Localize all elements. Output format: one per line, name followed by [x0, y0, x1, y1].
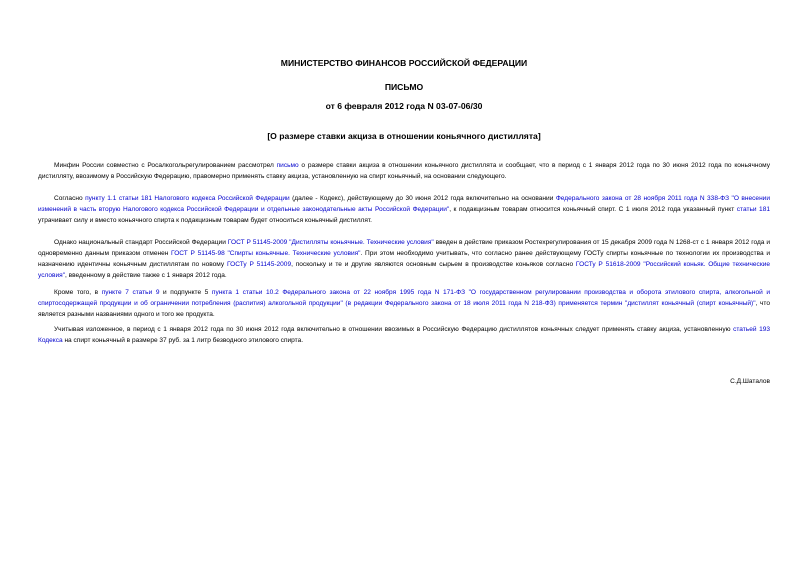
paragraph-3: [38, 237, 770, 281]
paragraph-text: . При этом необходимо учитывать, что согласно ранее действующему ГОСТу спирты коньячные по технологии их производства и назначению идентичны коньячным дистиллятам по новому: [38, 250, 770, 268]
paragraph-1: [38, 160, 770, 182]
ministry-heading: МИНИСТЕРСТВО ФИНАНСОВ РОССИЙСКОЙ ФЕДЕРАЦИИ: [280, 58, 528, 68]
gost-51145-2009-link[interactable]: ГОСТ Р 51145-2009 "Дистилляты коньячные. Технические условия": [227, 239, 434, 246]
paragraph-text: , к подакцизным товарам относится коньячный спирт. С 1 июля 2012 года указанный пункт: [449, 206, 737, 213]
gost-51618-2009-link[interactable]: ГОСТу Р 51618-2009 "Российский коньяк. Общие технические условия": [38, 261, 770, 279]
gost-51145-98-link[interactable]: ГОСТ Р 51145-98 "Спирты коньячные. Технические условия": [171, 250, 361, 257]
tax-code-article-181-link[interactable]: пункту 1.1 статьи 181 Налогового кодекса Российской Федерации: [85, 195, 290, 202]
signature: С.Д.Шаталов: [730, 378, 770, 385]
gost-51145-2009-short-link[interactable]: ГОСТу Р 51145-2009: [226, 261, 292, 268]
paragraph-text: , что является разными названиями одного и того же продукта.: [38, 300, 770, 318]
paragraph-text: Учитывая изложенное, в период с 1 января 2012 года по 30 июня 2012 года включительно в отношении ввозимых в Российскую Федерацию дистиллятов коньячных следует применять ставку акциза, установленную: [54, 326, 734, 333]
paragraph-text: (далее - Кодекс), действующему до 30 июня 2012 года включительно на основании: [289, 195, 556, 202]
paragraph-5: [38, 324, 770, 346]
paragraph-text: , введенному в действие также с 1 января 2012 года.: [65, 272, 227, 279]
paragraph-text: , поскольку и те и другие являются основным сырьем в производстве коньяков согласно: [291, 261, 576, 268]
paragraph-text: утрачивает силу и вместо коньячного спирта к подакцизным товарам будет относиться коньячный дистиллят.: [38, 217, 372, 224]
document-type: ПИСЬМО: [384, 82, 424, 92]
paragraph-text: о размере ставки акциза в отношении коньячного дистиллята и сообщает, что в период с 1 января 2012 года по 30 июня 2012 года по коньячному дистилляту, ввозимому в Российскую Федерацию, правомерно применять ставку акциза, установленную на спирт коньячный, на основании следующего.: [38, 162, 770, 180]
federal-law-338-link[interactable]: Федерального закона от 28 ноября 2011 года N 338-ФЗ "О внесении изменений в часть вторую Налогового кодекса Российской Федерации и отдельные законодательные акты Российской Федерации": [38, 195, 770, 213]
federal-law-171-link[interactable]: пункта 1 статьи 10.2 Федерального закона от 22 ноября 1995 года N 171-ФЗ "О государственном регулировании производства и оборота этилового спирта, алкогольной и спиртосодержащей продукции и об ограничении потребления (распития) алкогольной продукции" (в редакции Федерального закона от 18 июля 2011 года N 218-ФЗ) применяется термин "дистиллят коньячный (спирт коньячный)": [38, 289, 770, 307]
paragraph-text: Однако национальный стандарт Российской Федерации: [54, 239, 228, 246]
article-193-link[interactable]: статьей 193 Кодекса: [38, 326, 770, 344]
document-date-number: от 6 февраля 2012 года N 03-07-06/30: [325, 101, 483, 111]
paragraph-text: Согласно: [54, 195, 86, 202]
paragraph-text: Минфин России совместно с Росалкогольрегулированием рассмотрел: [54, 162, 277, 169]
article-9-point-7-link[interactable]: пункте 7 статьи 9: [101, 289, 160, 296]
paragraph-4: [38, 287, 770, 320]
document-subject: [О размере ставки акциза в отношении коньячного дистиллята]: [267, 131, 541, 141]
paragraph-2: [38, 193, 770, 226]
paragraph-text: Кроме того, в: [54, 289, 102, 296]
paragraph-text: и подпункте 5: [159, 289, 212, 296]
paragraph-text: введен в действие приказом Ростехрегулирования от 15 декабря 2009 года N 1268-ст с 1 января 2012 года и одновременно данным приказом отменен: [38, 239, 770, 257]
article-181-link[interactable]: статьи 181: [736, 206, 770, 213]
paragraph-text: на спирт коньячный в размере 37 руб. за 1 литр безводного этилового спирта.: [62, 337, 304, 344]
letter-link[interactable]: письмо: [276, 162, 299, 169]
